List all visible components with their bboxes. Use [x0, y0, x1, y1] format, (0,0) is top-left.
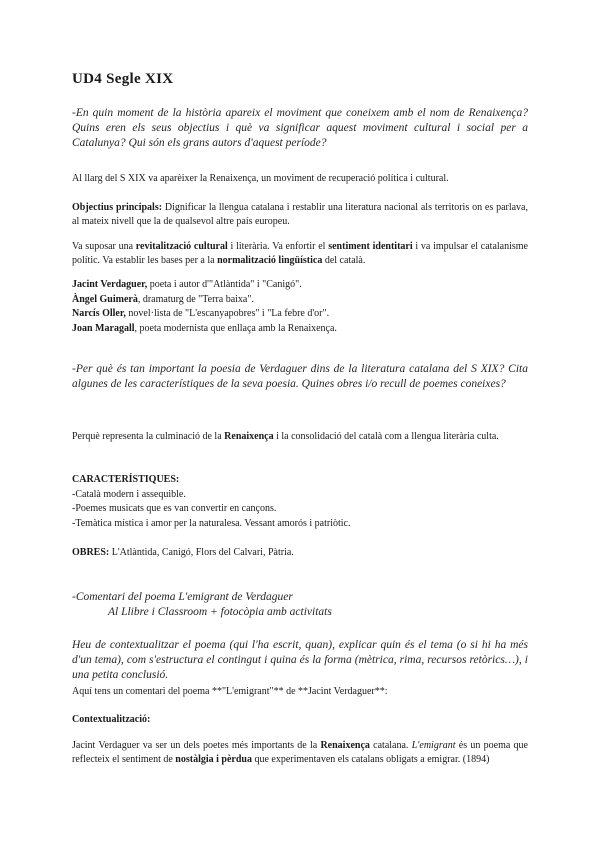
- list-item: [72, 278, 528, 293]
- objectius-text: Dignificar la llengua catalana i restablir una literatura nacional als territoris on es parlava, al mateix nivell que la de qualsevol altre país europeu.: [72, 202, 528, 227]
- list-item: [72, 307, 528, 322]
- italic-span: L'emigrant: [411, 740, 456, 751]
- list-item: -Poemes musicats que es van convertir en cançons.: [72, 503, 277, 514]
- contextualitzacio-paragraph: [72, 739, 528, 767]
- author-desc: , dramaturg de "Terra baixa".: [137, 293, 254, 305]
- obres-paragraph: [72, 546, 528, 560]
- question-line: Al Llibre i Classroom + fotocòpia amb activitats: [108, 606, 332, 618]
- text-span: Va suposar una: [72, 241, 136, 252]
- author-desc: , poeta modernista que enllaça amb la Renaixença.: [134, 322, 337, 334]
- bold-span: Renaixença: [320, 740, 370, 751]
- list-item: -Temàtica mística i amor per la naturalesa. Vessant amorós i patriòtic.: [72, 517, 351, 529]
- list-item: -Català modern i assequible.: [72, 488, 186, 500]
- caracteristiques-list: [72, 473, 528, 531]
- question-comentari: [72, 590, 528, 620]
- obres-label: OBRES:: [72, 547, 110, 558]
- text-span: és un poema que reflecteix el sentiment de: [72, 740, 528, 765]
- answer-renaixenca: Al llarg del S XIX va aparèixer la Renaixença, un moviment de recuperació política i cultural.: [72, 173, 449, 184]
- author-name: Joan Maragall: [72, 322, 135, 334]
- author-name: Jacint Verdaguer,: [72, 279, 148, 290]
- page-title: UD4 Segle XIX: [72, 71, 174, 87]
- author-name: Àngel Guimerà: [72, 293, 138, 305]
- text-span: i va impulsar el catalanisme polític. Va establir les bases per a la: [72, 241, 528, 266]
- text-span: Perquè representa la culminació de la: [72, 431, 225, 442]
- question-verdaguer: -Per què és tan important la poesia de Verdaguer dins de la literatura catalana del S XIX? Cita algunes de les característiques de la seva poesia. Quines obres i/o recull de poemes coneixes?: [72, 363, 528, 390]
- bold-span: normalització lingüística: [217, 255, 323, 266]
- question-line: -Comentari del poema L'emigrant de Verdaguer: [72, 591, 293, 603]
- bold-span: nostàlgia i pèrdua: [175, 754, 252, 765]
- revitalitzacio-paragraph: [72, 240, 528, 268]
- question-renaixenca: -En quin moment de la història apareix el moviment que coneixem amb el nom de Renaixença? Quins eren els seus objectius i què va significar aquest moviment cultural i social per a Catalunya? Qui són els grans autors d'aquest període?: [72, 107, 528, 149]
- bold-span: Renaixença: [224, 431, 274, 442]
- intro-line: Aquí tens un comentari del poema **"L'emigrant"** de **Jacint Verdaguer**:: [72, 686, 388, 697]
- list-item: [72, 322, 528, 337]
- objectius-paragraph: [72, 201, 528, 229]
- objectius-label: Objectius principals:: [72, 202, 163, 213]
- author-desc: novel·lista de "L'escanyapobres" i "La febre d'or".: [125, 308, 330, 319]
- answer-verdaguer: [72, 430, 528, 444]
- author-desc: poeta i autor d'"Atlàntida" i "Canigó".: [147, 279, 302, 290]
- text-span: i literària. Va enfortir el: [227, 241, 329, 252]
- text-span: que experimentaven els catalans obligats a emigrar. (1894): [251, 754, 490, 765]
- bold-span: sentiment identitari: [328, 241, 413, 252]
- author-name: Narcís Oller,: [72, 308, 126, 319]
- text-span: i la consolidació del català com a llengua literària culta.: [273, 431, 499, 442]
- contextualitzacio-heading: Contextualització:: [72, 714, 151, 725]
- text-span: Jacint Verdaguer va ser un dels poetes més importants de la: [72, 740, 321, 751]
- section-heading: CARACTERÍSTIQUES:: [72, 474, 180, 485]
- bold-span: revitalització cultural: [135, 241, 228, 252]
- instructions: Heu de contextualitzar el poema (qui l'ha escrit, quan), explicar quin és el tema (o si hi ha més d'un tema), com s'estructura el contingut i quina és la forma (mètrica, rima, recursos retòrics…), i una petita conclusió.: [72, 639, 528, 681]
- text-span: del català.: [322, 255, 366, 266]
- autors-list: [72, 278, 528, 336]
- text-span: catalana.: [369, 740, 412, 751]
- list-item: [72, 293, 528, 308]
- obres-text: L'Atlàntida, Canigó, Flors del Calvari, Pàtria.: [109, 547, 294, 558]
